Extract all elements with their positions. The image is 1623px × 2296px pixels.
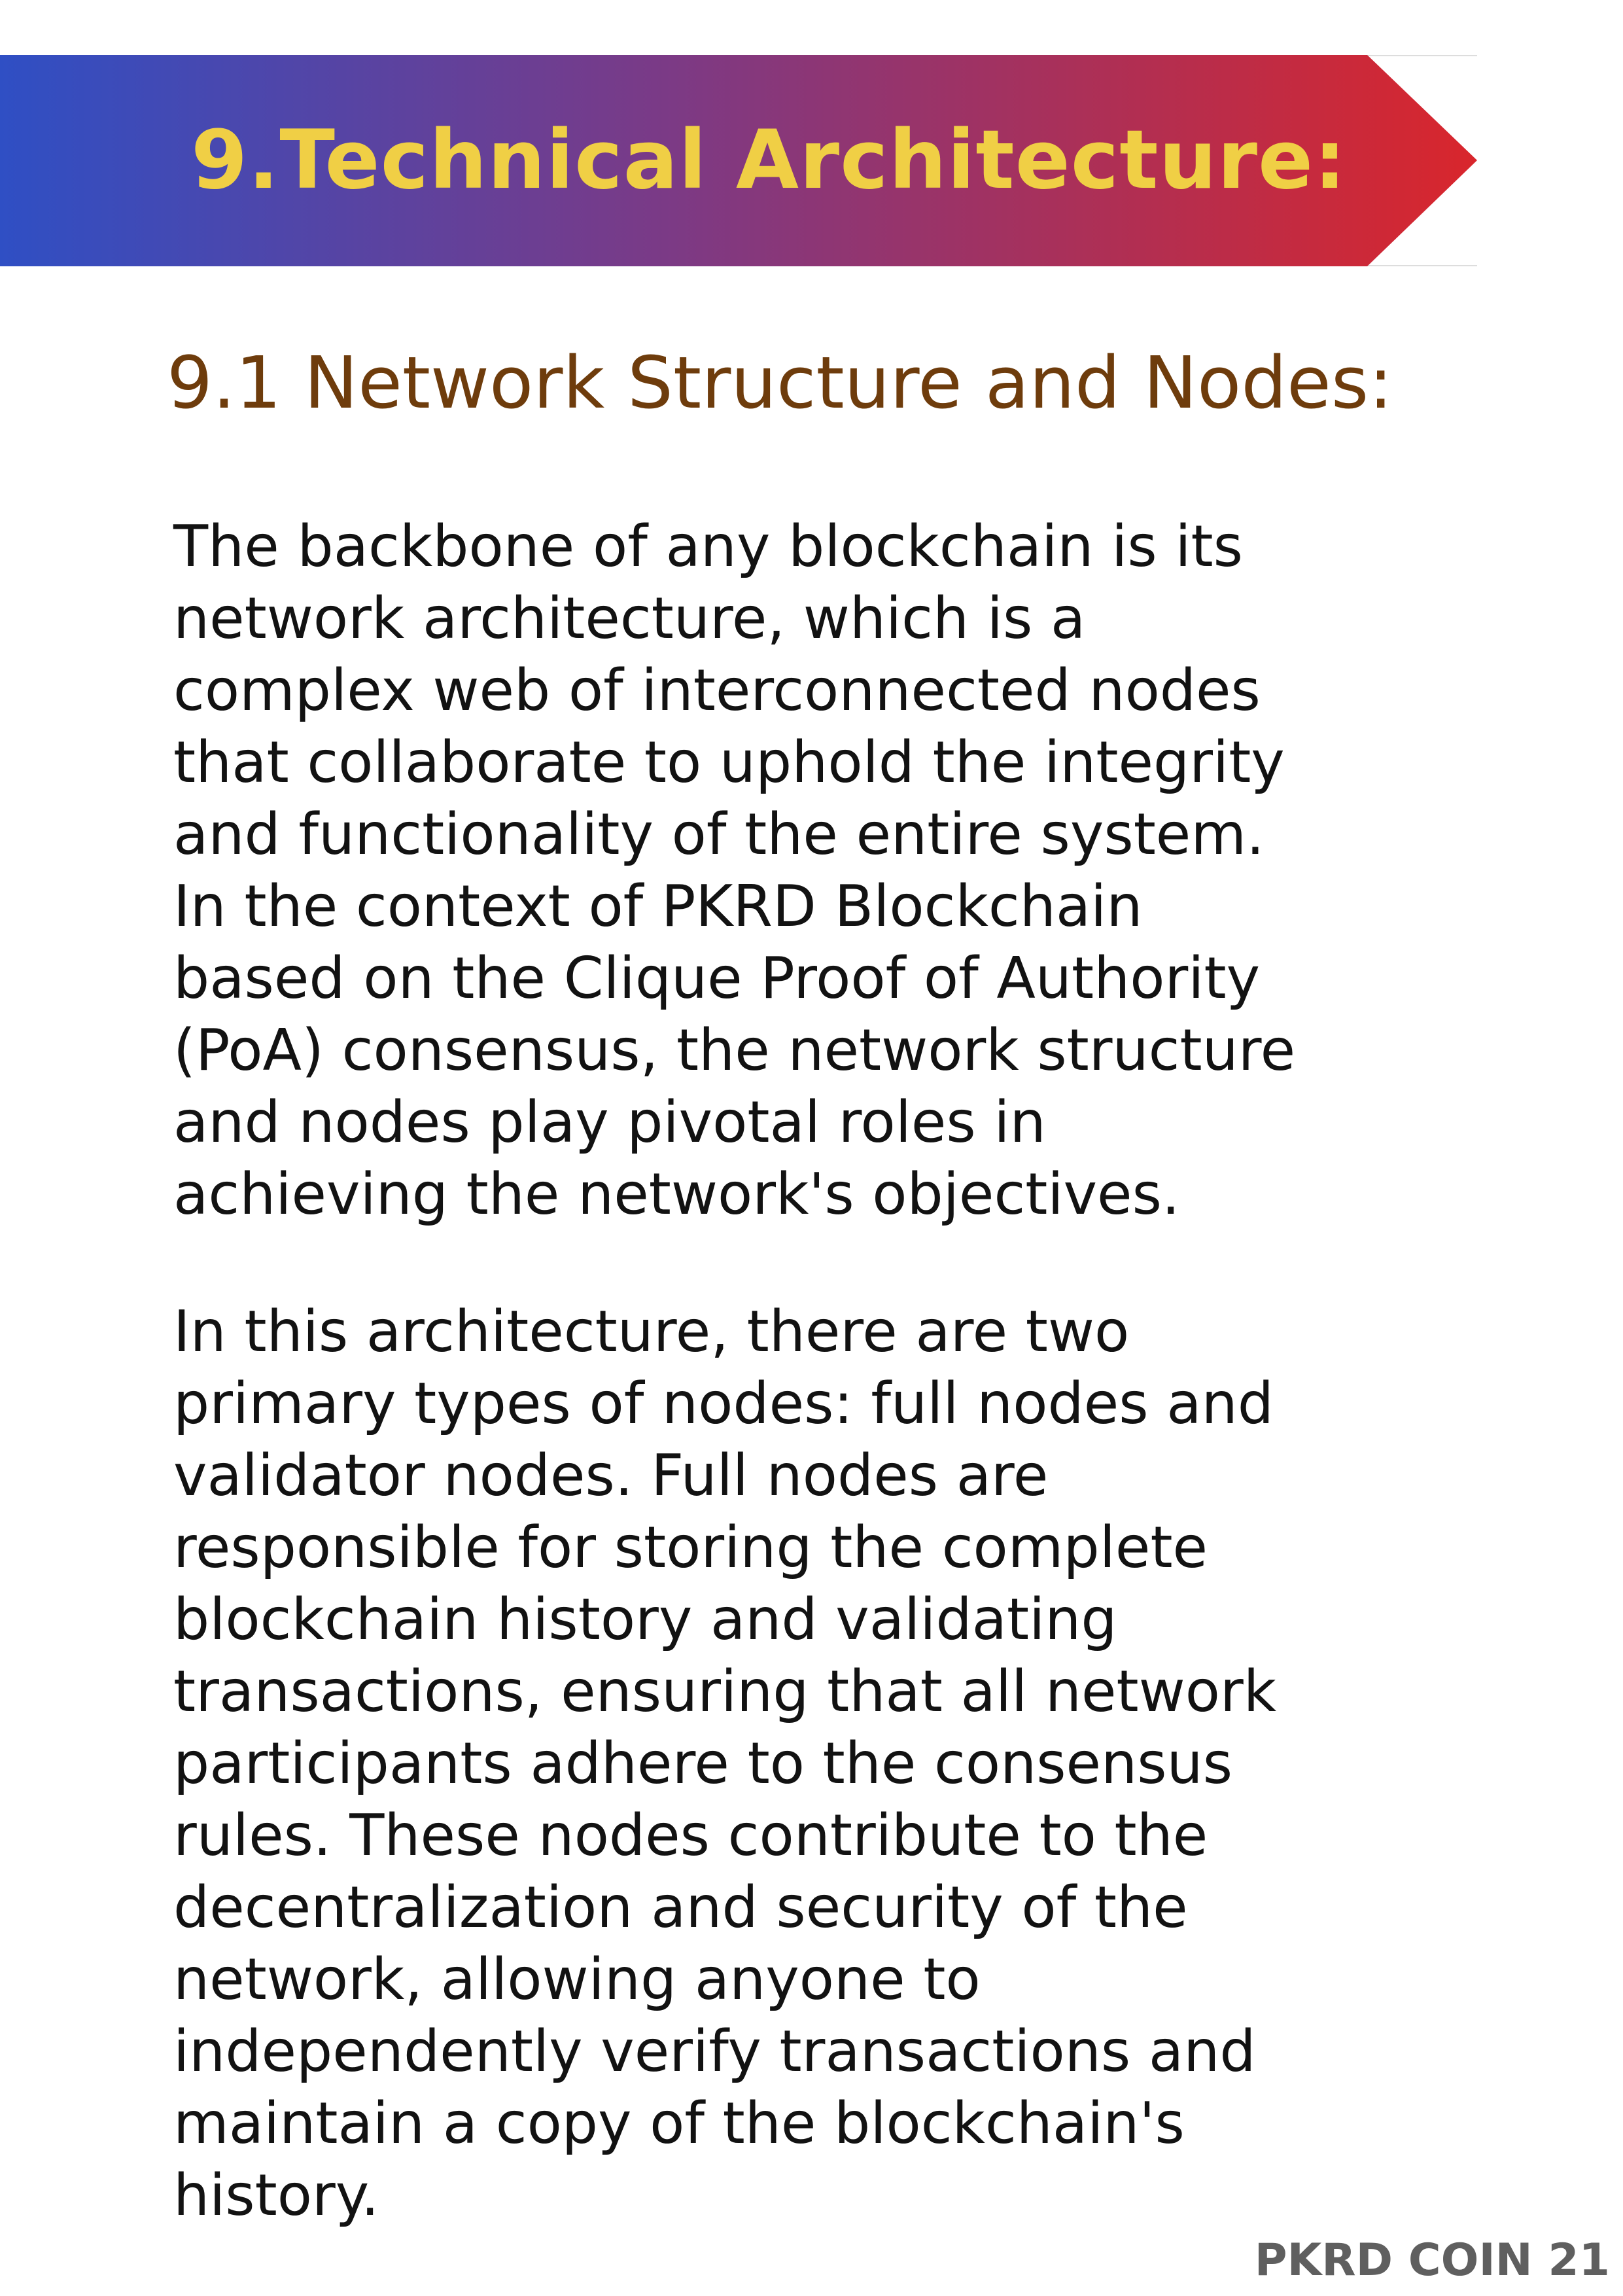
paragraph-line: blockchain history and validating bbox=[173, 1586, 1117, 1653]
paragraph-line: network architecture, which is a bbox=[173, 585, 1086, 652]
paragraph-line: participants adhere to the consensus bbox=[173, 1730, 1233, 1797]
paragraph-line: complex web of interconnected nodes bbox=[173, 657, 1261, 724]
paragraph-line: and functionality of the entire system. bbox=[173, 801, 1265, 868]
paragraph-line: validator nodes. Full nodes are bbox=[173, 1442, 1049, 1509]
paragraph-line: and nodes play pivotal roles in bbox=[173, 1089, 1046, 1156]
paragraph-line: In this architecture, there are two bbox=[173, 1298, 1130, 1365]
paragraph-line: that collaborate to uphold the integrity bbox=[173, 729, 1285, 796]
paragraph-line: maintain a copy of the blockchain's bbox=[173, 2090, 1185, 2157]
paragraph-line: decentralization and security of the bbox=[173, 1874, 1188, 1941]
paragraph-line: transactions, ensuring that all network bbox=[173, 1658, 1277, 1725]
paragraph-line: In the context of PKRD Blockchain bbox=[173, 873, 1143, 940]
paragraph-line: responsible for storing the complete bbox=[173, 1514, 1208, 1581]
paragraph-line: The backbone of any blockchain is its bbox=[173, 513, 1243, 580]
paragraph-line: achieving the network's objectives. bbox=[173, 1161, 1180, 1227]
paragraph-line: based on the Clique Proof of Authority bbox=[173, 945, 1261, 1012]
section-heading: 9.1 Network Structure and Nodes: bbox=[167, 341, 1393, 425]
paragraph-line: primary types of nodes: full nodes and bbox=[173, 1370, 1274, 1437]
paragraph-line: network, allowing anyone to bbox=[173, 1946, 981, 2013]
paragraph-line: (PoA) consensus, the network structure bbox=[173, 1017, 1296, 1084]
paragraph-line: history. bbox=[173, 2162, 379, 2229]
paragraph-network-architecture bbox=[173, 510, 1580, 1230]
page-footer-label: PKRD COIN 21 bbox=[1254, 2234, 1610, 2286]
chapter-title: 9.Technical Architecture: bbox=[191, 113, 1347, 207]
paragraph-line: independently verify transactions and bbox=[173, 2018, 1256, 2085]
paragraph-line: rules. These nodes contribute to the bbox=[173, 1802, 1208, 1869]
paragraph-node-types bbox=[173, 1296, 1580, 2231]
